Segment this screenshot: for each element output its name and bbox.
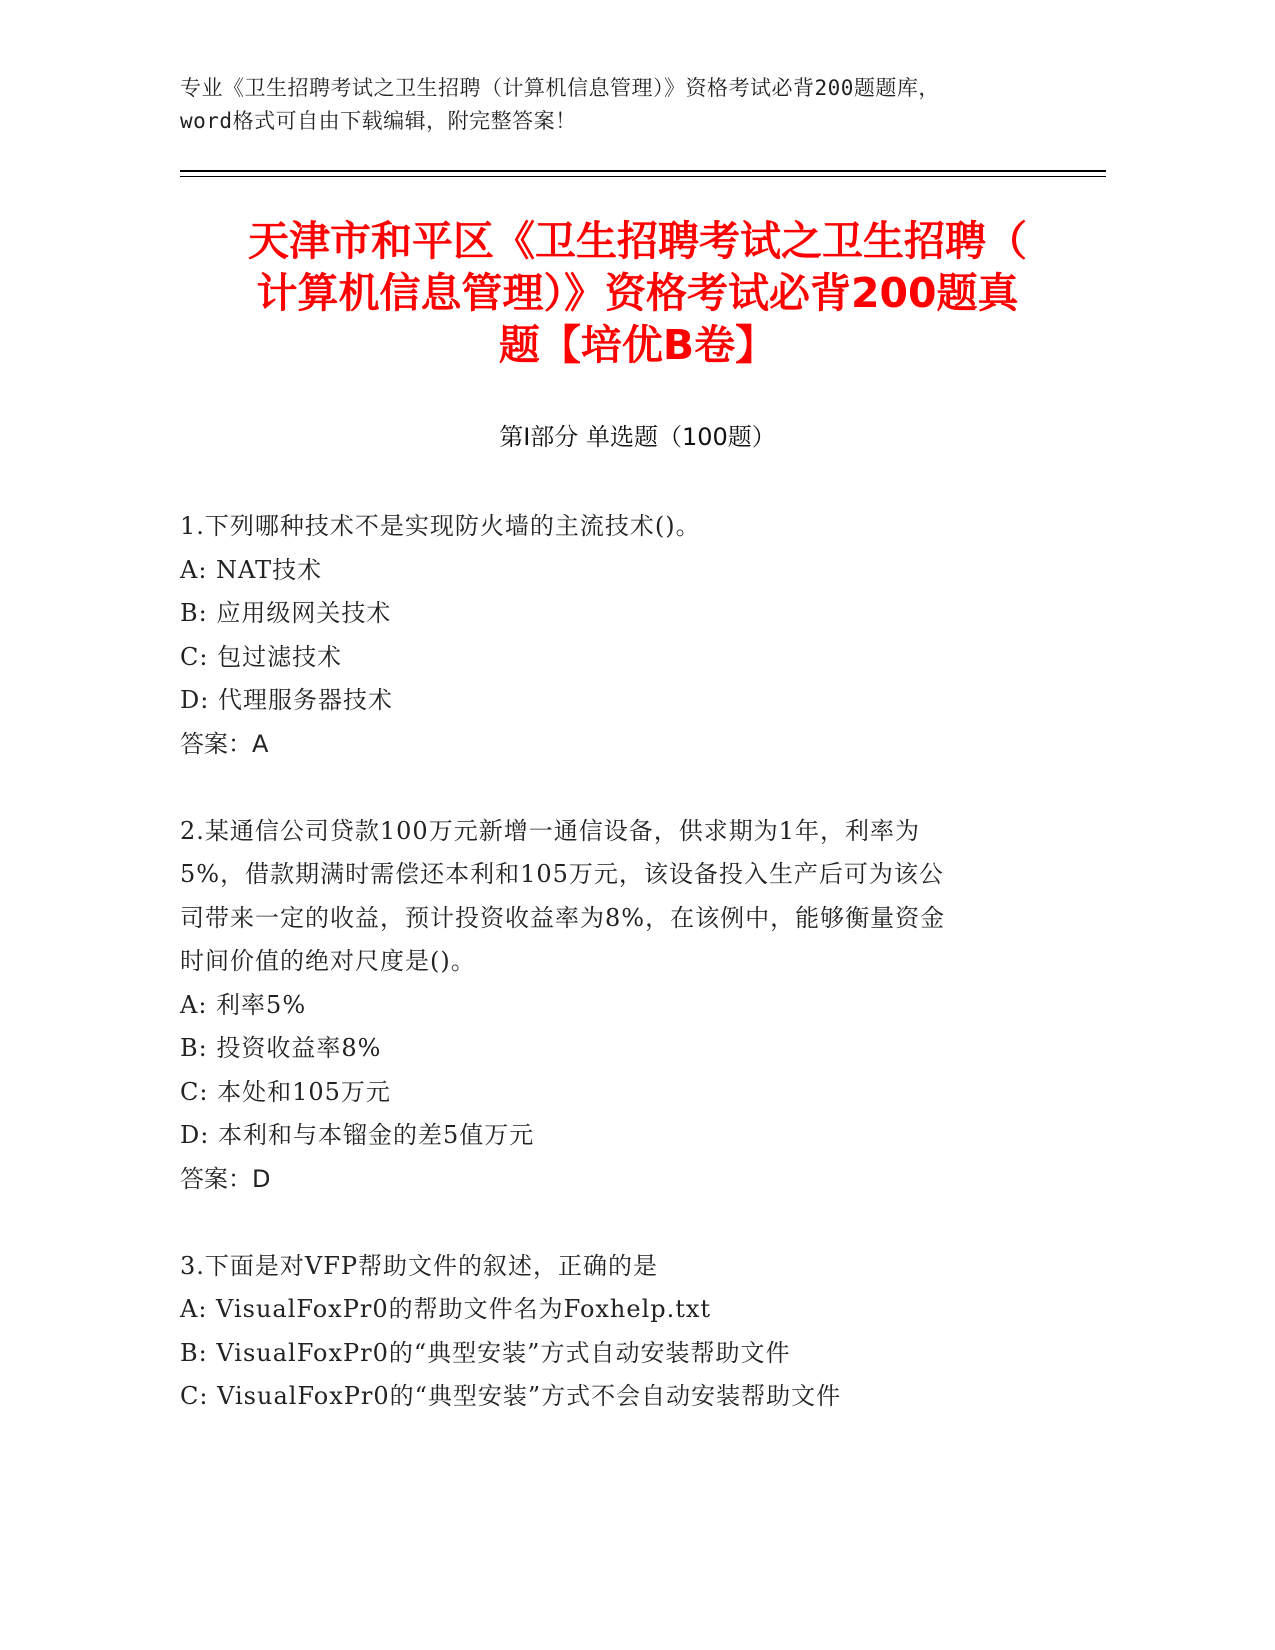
option-a: A: VisualFoxPr0的帮助文件名为Foxhelp.txt xyxy=(180,1295,712,1323)
header-divider-thick xyxy=(180,170,1106,172)
question-2 xyxy=(180,810,1040,1202)
option-c: C: 本处和105万元 xyxy=(180,1077,391,1106)
answer: 答案：A xyxy=(180,729,269,758)
option-b: B: VisualFoxPr0的“典型安装”方式自动安装帮助文件 xyxy=(180,1338,791,1367)
question-text: 2.某通信公司贷款100万元新增一通信设备，供求期为1年，利率为 xyxy=(180,816,920,845)
title-line-1: 天津市和平区《卫生招聘考试之卫生招聘（ xyxy=(248,217,1027,265)
page-header xyxy=(180,72,1100,138)
option-a: A: NAT技术 xyxy=(180,555,323,584)
question-spacer xyxy=(180,766,1040,810)
question-3 xyxy=(180,1245,1040,1419)
question-text: 1.下列哪种技术不是实现防火墙的主流技术()。 xyxy=(180,512,701,540)
option-c: C: 包过滤技术 xyxy=(180,642,343,671)
option-d: D: 代理服务器技术 xyxy=(180,686,393,714)
title-line-2: 计算机信息管理）》资格考试必背200题真 xyxy=(256,269,1019,317)
option-d: D: 本利和与本镏金的差5值万元 xyxy=(180,1121,535,1149)
document-title xyxy=(150,215,1125,371)
question-text: 司带来一定的收益，预计投资收益率为8%，在该例中，能够衡量资金 xyxy=(180,903,946,932)
option-b: B: 投资收益率8% xyxy=(180,1034,382,1062)
option-b: B: 应用级网关技术 xyxy=(180,599,392,627)
header-line-1: 专业《卫生招聘考试之卫生招聘（计算机信息管理）》资格考试必背200题题库， xyxy=(180,76,940,100)
title-line-3: 题【培优B卷】 xyxy=(498,321,777,369)
question-text: 5%，借款期满时需偿还本利和105万元，该设备投入生产后可为该公 xyxy=(180,860,944,888)
section-title: 第Ⅰ部分 单选题（100题） xyxy=(499,423,776,451)
header-divider-thin xyxy=(180,176,1106,177)
question-text: 3.下面是对VFP帮助文件的叙述，正确的是 xyxy=(180,1251,659,1280)
answer: 答案：D xyxy=(180,1164,271,1193)
question-list xyxy=(180,505,1040,1419)
question-text: 时间价值的绝对尺度是()。 xyxy=(180,947,476,975)
header-line-2: word格式可自由下载编辑，附完整答案！ xyxy=(180,109,577,133)
option-c: C: VisualFoxPr0的“典型安装”方式不会自动安装帮助文件 xyxy=(180,1382,842,1410)
option-a: A: 利率5% xyxy=(180,990,307,1019)
question-spacer xyxy=(180,1201,1040,1245)
question-1 xyxy=(180,505,1040,766)
